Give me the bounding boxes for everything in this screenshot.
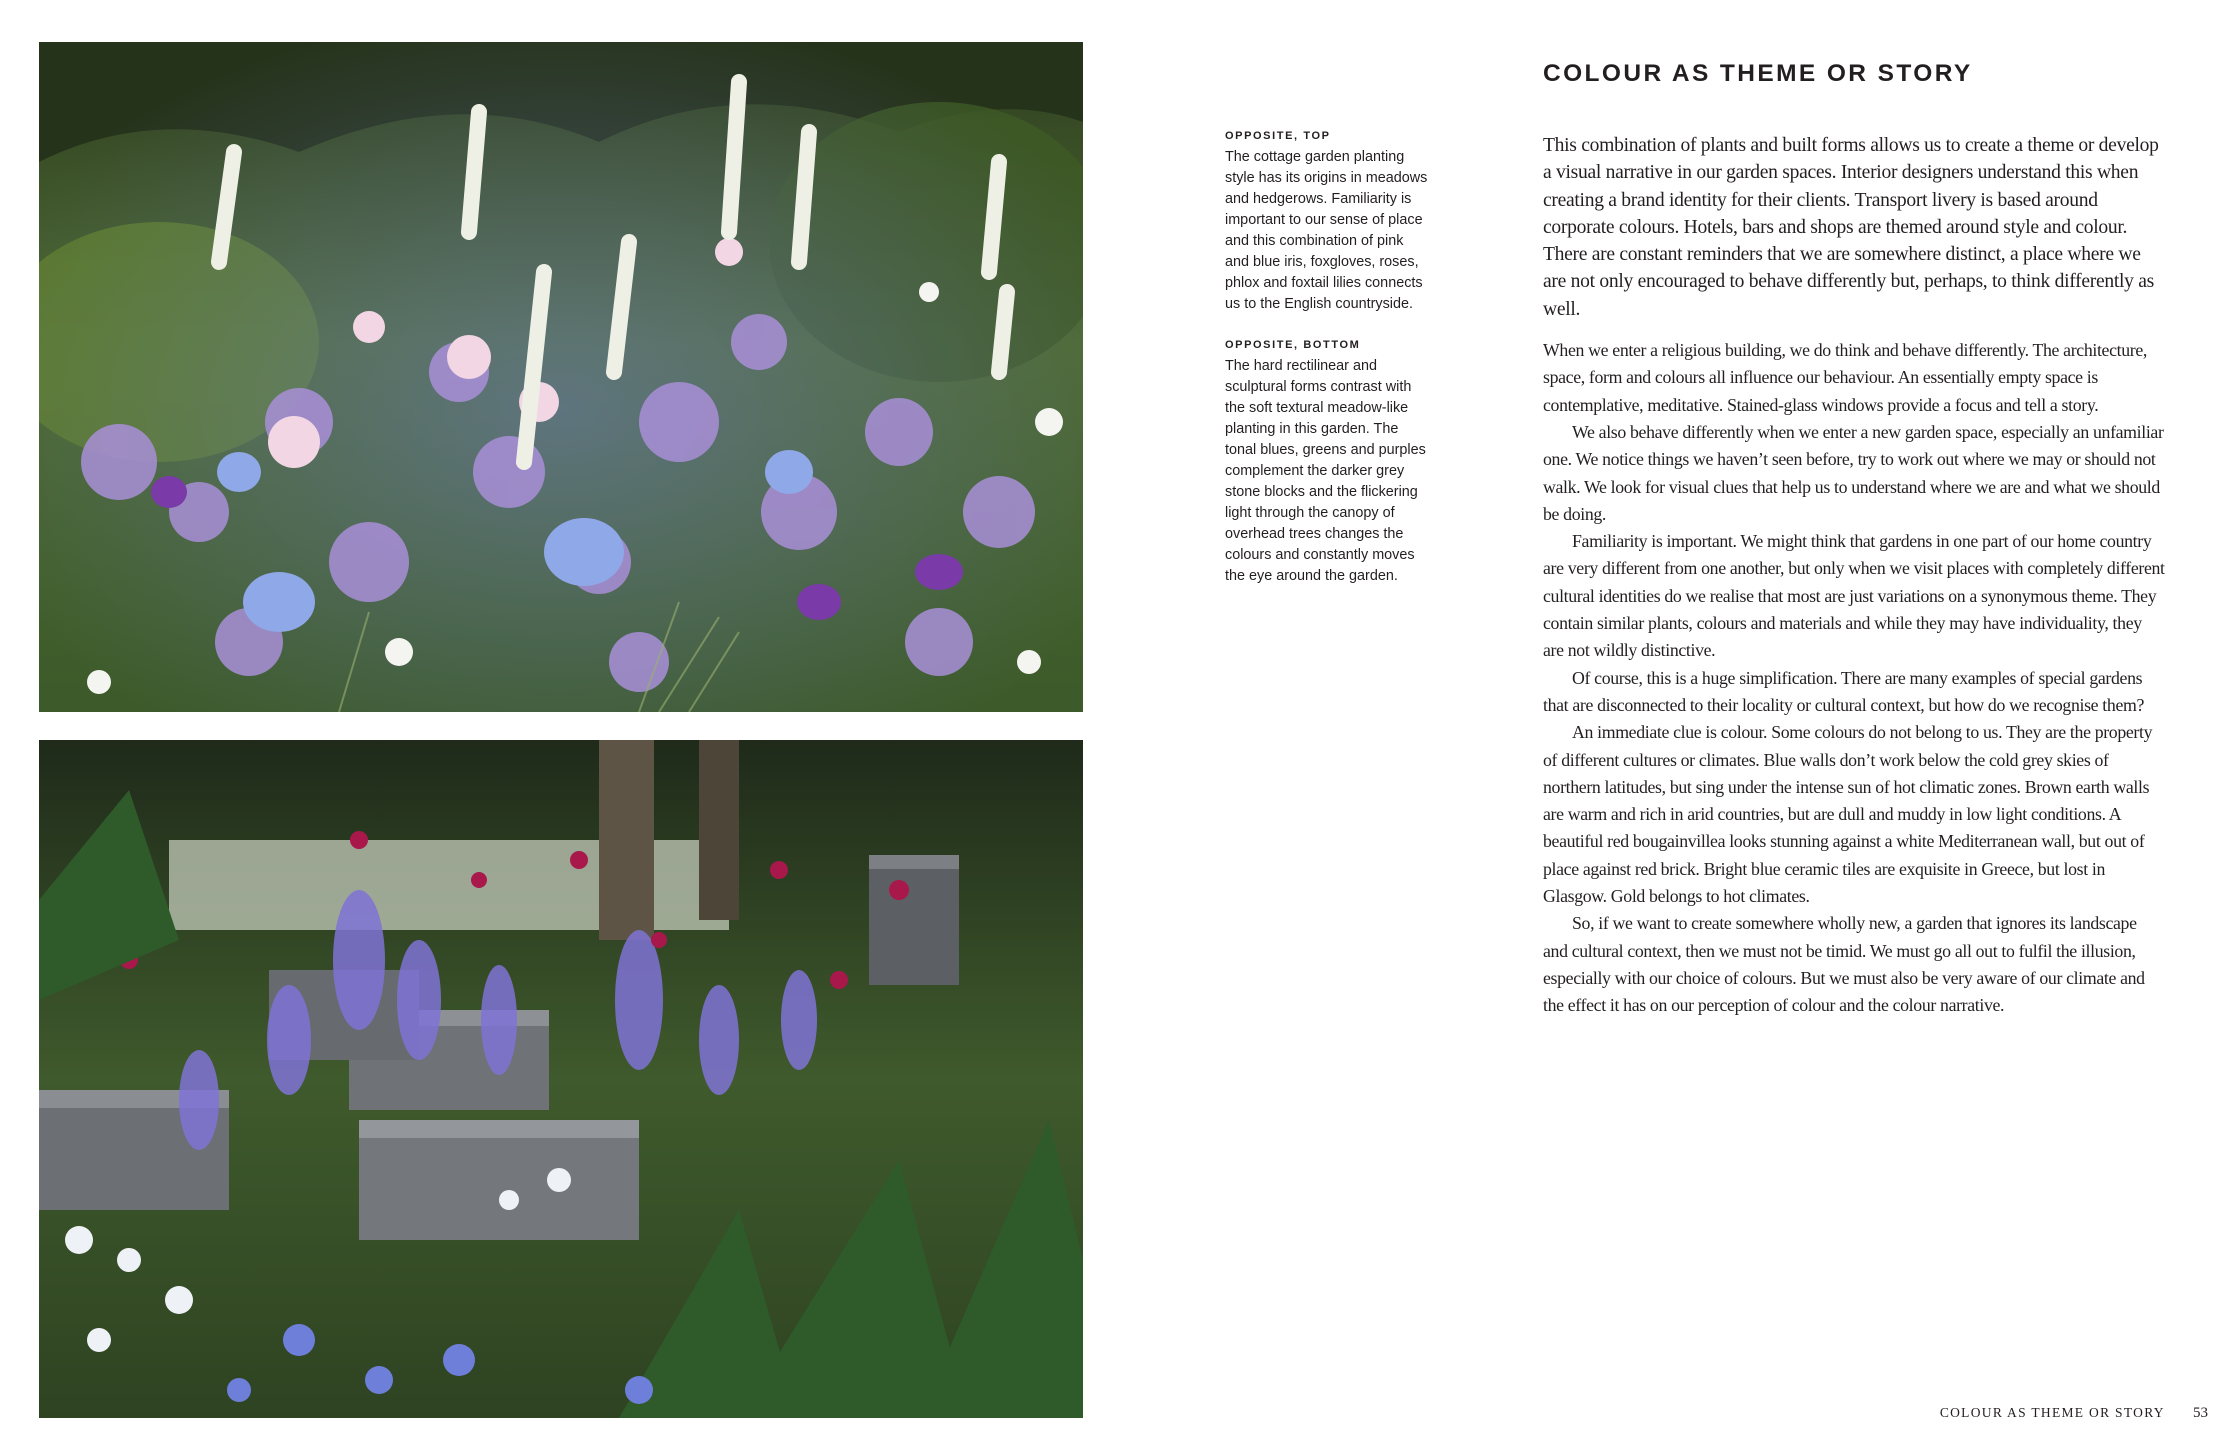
caption-heading: OPPOSITE, TOP <box>1225 130 1331 142</box>
caption-text: The cottage garden planting style has its origins in meadows and hedgerows. Familiarity is important to our sense of place and this combination of pink and blue iris, foxgloves, roses, phlox and foxtail lilies connects us to the English countryside. <box>1225 149 1428 312</box>
caption-top <box>1225 130 1430 315</box>
photo-stone-blocks-garden <box>39 740 1083 1418</box>
running-head: COLOUR AS THEME OR STORY <box>1939 1405 2165 1420</box>
article-title: COLOUR AS THEME OR STORY <box>1543 60 1973 87</box>
tree-trunk <box>699 740 739 920</box>
garden-illustration-bottom <box>39 740 1083 1418</box>
body-paragraph: When we enter a religious building, we do think and behave differently. The architecture, space, form and colours all influence our behaviour. An essentially empty space is contemplative, meditative. Stained-glass windows provide a focus and tell a story. <box>1543 340 2147 415</box>
caption-bottom <box>1225 339 1430 587</box>
caption-text: The hard rectilinear and sculptural forms contrast with the soft textural meadow-like planting in this garden. The tonal blues, greens and purples complement the darker grey stone blocks and the flickering light through the canopy of overhead trees changes the colours and constantly moves the eye around the garden. <box>1225 358 1426 584</box>
photo-cottage-garden <box>39 42 1083 712</box>
lead-paragraph: This combination of plants and built forms allows us to create a theme or develop a visual narrative in our garden spaces. Interior designers understand this when creating a brand identity for their clients. Transport livery is based around corporate colours. Hotels, bars and shops are themed around style and colour. There are constant reminders that we are somewhere distinct, a place where we are not only encouraged to behave differently but, perhaps, to think differently as well. <box>1543 135 2159 320</box>
page-number: 53 <box>2193 1405 2208 1421</box>
caption-heading: OPPOSITE, BOTTOM <box>1225 339 1361 351</box>
article <box>1543 60 2165 1020</box>
body-paragraph: Familiarity is important. We might think that gardens in one part of our home country are very different from one another, but only when we visit places with completely different cultural identities do we realise that most are just variations on a synonymous theme. They contain similar plants, colours and materials and while they may have individuality, they are not wildly distinctive. <box>1543 531 2165 661</box>
page-footer <box>1940 1405 2208 1422</box>
body-paragraph: Of course, this is a huge simplification. There are many examples of special gardens that are disconnected to their locality or cultural context, but how do we recognise them? <box>1543 667 2145 715</box>
body-paragraph: So, if we want to create somewhere wholly new, a garden that ignores its landscape and cultural context, then we must not be timid. We must go all out to fulfil the illusion, especially with our choice of colours. But we must also be very aware of our climate and the effect it has on our perception of colour and the colour narrative. <box>1543 913 2145 1016</box>
captions-column <box>1225 130 1430 611</box>
body-paragraph: We also behave differently when we enter a new garden space, especially an unfamiliar one. We notice things we haven’t seen before, try to work out where we may or should not walk. We look for visual clues that help us to understand where we are and what we should be doing. <box>1543 421 2164 524</box>
body-paragraph: An immediate clue is colour. Some colours do not belong to us. They are the property of different cultures or climates. Blue walls don’t work below the cold grey skies of northern latitudes, but sing under the intense sun of hot climatic zones. Brown earth walls are warm and rich in arid countries, but are dull and muddy in low light conditions. A beautiful red bougainvillea looks stunning against a white Mediterranean wall, but out of place against red brick. Bright blue ceramic tiles are exquisite in Greece, but lost in Glasgow. Gold belongs to hot climates. <box>1543 722 2153 907</box>
garden-illustration-top <box>39 42 1083 712</box>
tree-trunk <box>599 740 654 940</box>
